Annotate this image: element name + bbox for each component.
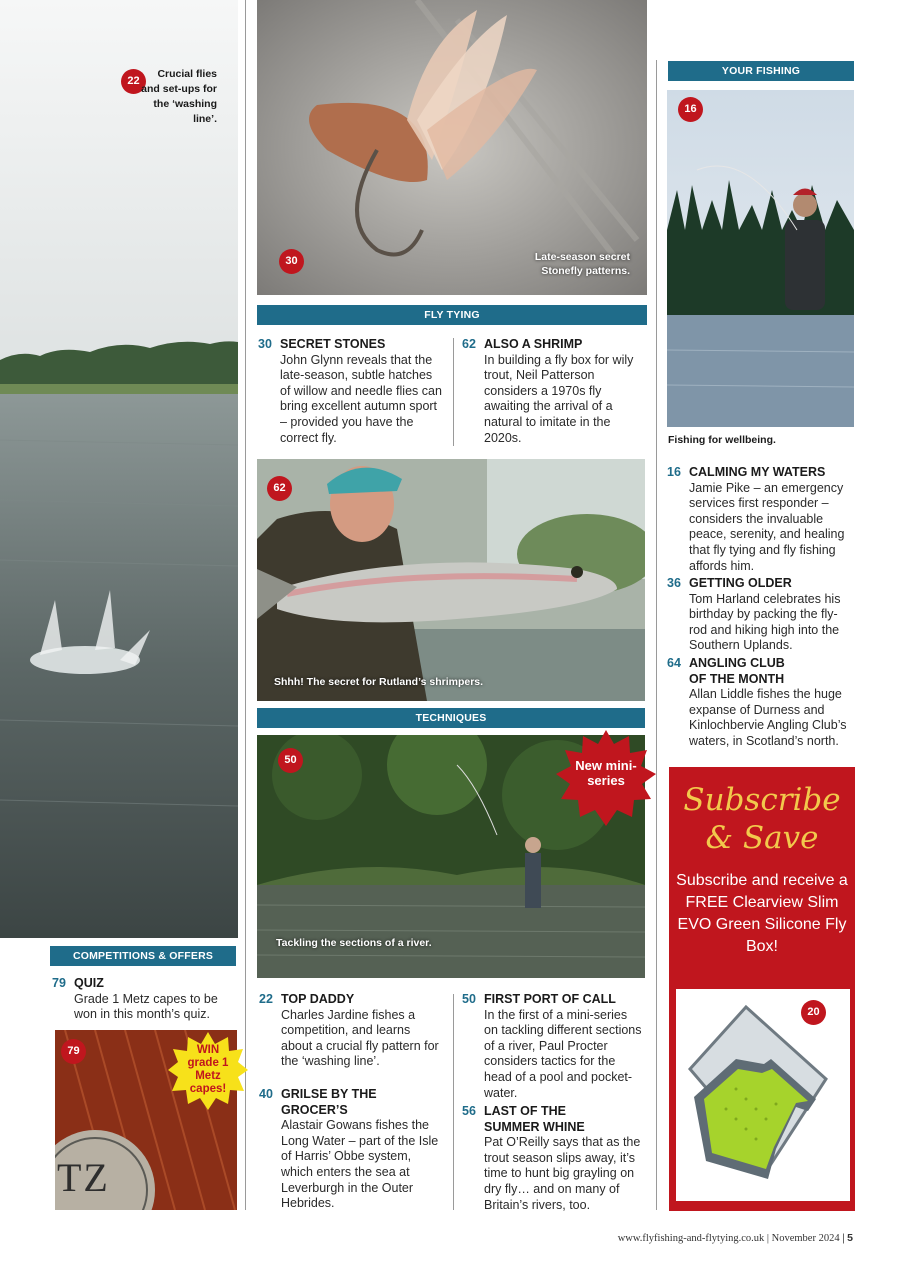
lake-photo [0,0,238,938]
section-your-fishing: YOUR FISHING [668,61,854,81]
entry-title: ALSO A SHRIMP [484,337,583,351]
entry-description: In the first of a mini-series on tackling different sections of a river, Paul Procter considers tactics for the head of a pool and pocket-water. [484,1007,642,1100]
column-divider-1 [245,0,246,1210]
fly-tying-divider [453,338,454,446]
page-badge-22[interactable]: 22 [121,69,146,94]
page-number: 62 [462,337,476,351]
page-number: 56 [462,1104,476,1118]
left-feature-caption: Crucial flies and set-ups for the ‘washing line’. [141,68,217,125]
page-badge-62[interactable]: 62 [267,476,292,501]
wellbeing-art [667,90,854,427]
entry-description: John Glynn reveals that the late-season, subtle hatches of willow and needle flies can bring excellent autumn sport – provided you have the correct fly. [280,352,442,445]
page-badge-50[interactable]: 50 [278,748,303,773]
footer-date: November 2024 [771,1233,840,1244]
footer-page-number: 5 [847,1232,853,1244]
entry-description: Alastair Gowans fishes the Long Water – part of the Isle of Harris’ Obbe system, which enters the sea at Leverburgh in the Outer Hebrides. [281,1118,439,1211]
page-number: 50 [462,992,476,1006]
entry-title: GETTING OLDER [689,576,792,590]
toc-entry-calming-my-waters[interactable] [667,465,855,574]
subscribe-script-line1: Subscribe [683,782,841,818]
lake-photo-art [0,0,238,938]
entry-description: Charles Jardine fishes a competition, and learns about a crucial fly pattern for the ‘washing line’. [281,1007,439,1069]
toc-entry-angling-club-of-the-month[interactable] [667,656,855,750]
wellbeing-photo [667,90,854,427]
page-number: 79 [52,976,66,990]
entry-title: SECRET STONES [280,337,386,351]
win-starburst-text: WIN grade 1 Metz capes! [187,1044,229,1095]
techniques-divider [453,994,454,1210]
toc-entry-quiz[interactable] [52,976,236,1023]
river-caption: Tackling the sections of a river. [276,937,432,949]
footer-separator: | [842,1233,845,1244]
entry-title: ANGLING CLUB OF THE MONTH [689,656,785,686]
subscribe-script-line2: & Save [705,820,819,856]
entry-description: Pat O’Reilly says that as the trout season slips away, it’s time to hunt big grayling on dry fly… and on many of Britain’s rivers, too. [484,1135,641,1212]
trout-photo [257,459,645,701]
trout-art [257,459,645,701]
subscribe-script-title [669,781,855,857]
page-number: 40 [259,1087,273,1101]
entry-title: TOP DADDY [281,992,355,1006]
wellbeing-caption: Fishing for wellbeing. [668,434,776,446]
toc-entry-secret-stones[interactable] [258,337,443,446]
entry-title: GRILSE BY THE GROCER’S [281,1087,377,1117]
subscribe-offer-text: Subscribe and receive a FREE Clearview Slim EVO Green Silicone Fly Box! [676,872,848,955]
page-badge-16[interactable]: 16 [678,97,703,122]
entry-description: Grade 1 Metz capes to be won in this month’s quiz. [74,991,218,1022]
section-techniques: TECHNIQUES [257,708,645,728]
toc-entry-also-a-shrimp[interactable] [462,337,642,446]
entry-title: LAST OF THE SUMMER WHINE [484,1104,585,1134]
new-mini-series-starburst [556,730,656,826]
fly-box-photo [676,989,850,1201]
toc-entry-top-daddy[interactable] [259,992,444,1070]
page-number: 64 [667,656,681,670]
fly-box-art [676,989,850,1201]
entry-title: FIRST PORT OF CALL [484,992,616,1006]
subscribe-panel[interactable] [669,767,855,1211]
page-number: 22 [259,992,273,1006]
entry-description: In building a fly box for wily trout, Neil Patterson considers a 1970s fly awaiting the arrival of a natural to imitate in the 2020s. [484,352,634,445]
footer-separator: | [766,1233,770,1244]
page-footer [618,1232,853,1244]
trout-caption: Shhh! The secret for Rutland’s shrimpers. [274,676,484,688]
entry-description: Tom Harland celebrates his birthday by packing the fly-rod and hiking high into the Southern Uplands. [689,591,841,653]
entry-title: QUIZ [74,976,104,990]
toc-entry-last-of-the-summer-whine[interactable] [462,1104,644,1213]
toc-entry-first-port-of-call[interactable] [462,992,644,1101]
column-divider-2 [656,60,657,1210]
entry-description: Jamie Pike – an emergency services first responder – considers the invaluable peace, serenity, and healing that fly tying and fly fishing affords him. [689,480,845,573]
page-badge-79[interactable]: 79 [61,1039,86,1064]
footer-url[interactable]: www.flyfishing-and-flytying.co.uk [617,1233,765,1244]
page-number: 30 [258,337,272,351]
page-badge-30[interactable]: 30 [279,249,304,274]
entry-title: CALMING MY WATERS [689,465,826,479]
starburst-text: New mini-series [575,758,637,788]
page-badge-20[interactable]: 20 [801,1000,826,1025]
page-number: 16 [667,465,681,479]
section-fly-tying: FLY TYING [257,305,647,325]
toc-entry-getting-older[interactable] [667,576,855,654]
toc-entry-grilse-by-the-grocers[interactable] [259,1087,444,1212]
section-competitions-offers: COMPETITIONS & OFFERS [50,946,236,966]
page-number: 36 [667,576,681,590]
win-capes-starburst [168,1032,248,1110]
metz-logo-text: TZ [57,1155,110,1200]
entry-description: Allan Liddle fishes the huge expanse of Durness and Kinlochbervie Angling Club’s waters, in Scotland’s north. [689,687,847,748]
stonefly-caption: Late-season secret Stonefly patterns. [534,251,630,277]
